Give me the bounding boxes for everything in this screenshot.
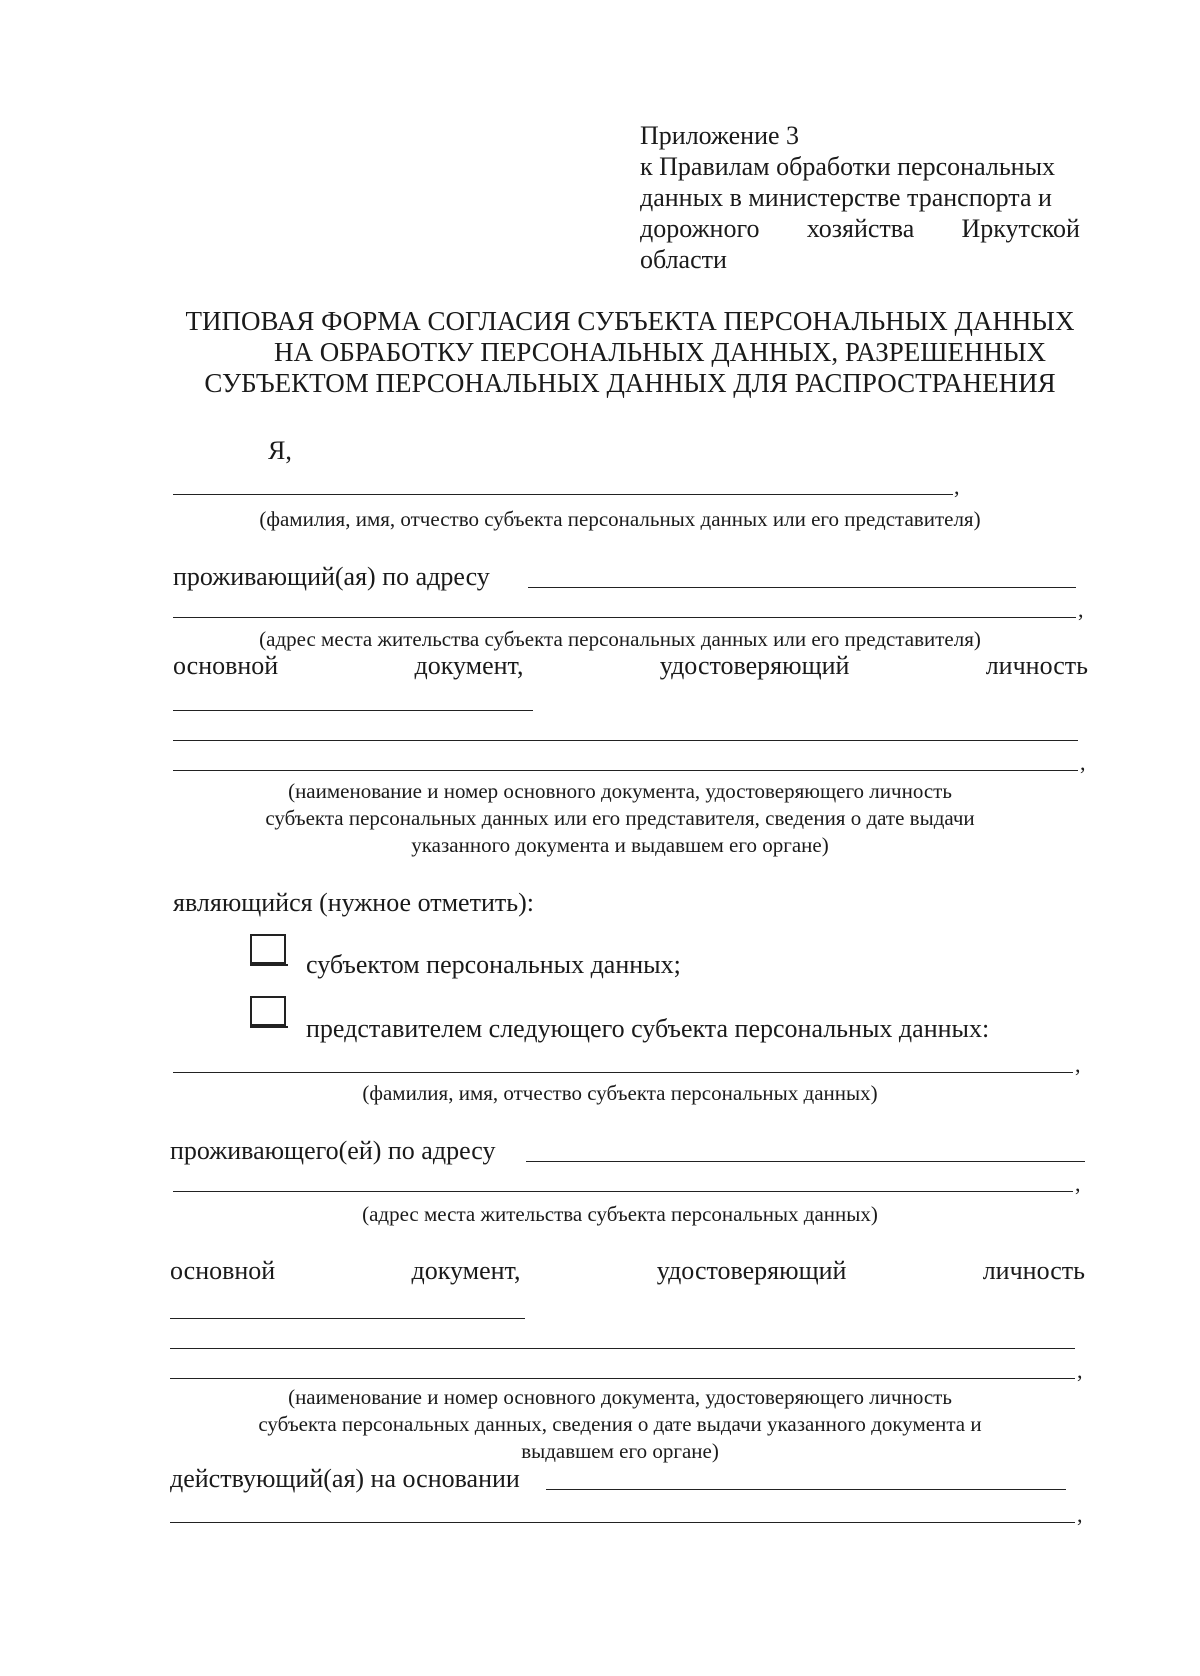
appendix-line-road [640, 213, 1080, 244]
id-doc-line [173, 651, 1088, 681]
appendix-line-region: области [640, 245, 727, 274]
caption-doc-line: указанного документа и выдавшем его органе) [411, 833, 829, 857]
address-comma: , [1078, 597, 1084, 622]
title-line: НА ОБРАБОТКУ ПЕРСОНАЛЬНЫХ ДАННЫХ, РАЗРЕШЕННЫХ [273, 337, 1047, 367]
address-field-2[interactable] [173, 617, 1076, 618]
appendix-line-rules: к Правилам обработки персональных [640, 152, 1056, 181]
subject-id-doc-field-2[interactable] [170, 1348, 1075, 1349]
id-doc-word: основной [170, 1256, 276, 1285]
caption-doc-line: (наименование и номер основного документа, удостоверяющего личность [288, 1385, 952, 1409]
caption-doc-line: выдавшем его органе) [521, 1439, 719, 1463]
caption-subject-address: (адрес места жительства субъекта персональных данных) [362, 1202, 878, 1226]
being-label: являющийся (нужное отметить): [173, 888, 534, 917]
subject-checkbox[interactable] [250, 934, 286, 964]
caption-subject-doc [170, 1384, 1070, 1465]
acting-label: действующий(ая) на основании [170, 1464, 520, 1493]
appendix-word: хозяйства [806, 214, 915, 243]
subject-id-doc-field-3[interactable] [170, 1378, 1075, 1379]
appendix-number: Приложение 3 [640, 121, 800, 150]
representative-checkbox[interactable] [250, 996, 286, 1026]
subject-fio-comma: , [1075, 1052, 1081, 1077]
document-title [150, 306, 1110, 399]
id-doc-field-3[interactable] [173, 770, 1078, 771]
subject-address-field-2[interactable] [173, 1191, 1073, 1192]
title-line: ТИПОВАЯ ФОРМА СОГЛАСИЯ СУБЪЕКТА ПЕРСОНАЛЬНЫХ ДАННЫХ [185, 306, 1075, 336]
id-doc-word: документ, [414, 651, 524, 680]
ya-label: Я, [268, 436, 292, 465]
fio-field[interactable] [173, 494, 953, 495]
caption-subject-fio: (фамилия, имя, отчество субъекта персональных данных) [362, 1081, 878, 1105]
appendix-block [640, 120, 1080, 275]
title-line: СУБЪЕКТОМ ПЕРСОНАЛЬНЫХ ДАННЫХ ДЛЯ РАСПРОСТРАНЕНИЯ [204, 368, 1056, 398]
basis-field[interactable] [546, 1489, 1066, 1490]
appendix-word: дорожного [640, 214, 760, 243]
residing-subject-label: проживающего(ей) по адресу [170, 1136, 496, 1165]
fio-comma: , [954, 474, 960, 499]
id-doc-word: удостоверяющий [656, 1256, 847, 1285]
option-representative-label: представителем следующего субъекта персональных данных: [306, 1014, 990, 1043]
subject-id-doc-field[interactable] [170, 1318, 525, 1319]
id-doc-field[interactable] [173, 710, 533, 711]
id-doc-word: основной [173, 651, 279, 680]
id-doc-word: удостоверяющий [659, 651, 850, 680]
basis-comma: , [1077, 1502, 1083, 1527]
caption-doc-line: субъекта персональных данных или его представителя, сведения о дате выдачи [265, 806, 975, 830]
subject-address-field[interactable] [526, 1161, 1085, 1162]
caption-address: (адрес места жительства субъекта персональных данных или его представителя) [259, 627, 981, 651]
option-subject-label: субъектом персональных данных; [306, 950, 681, 979]
id-doc-comma: , [1080, 750, 1086, 775]
appendix-word: Иркутской [961, 214, 1080, 243]
id-doc-word: документ, [411, 1256, 521, 1285]
caption-doc [170, 778, 1070, 859]
appendix-line-ministry: данных в министерстве транспорта и [640, 183, 1052, 212]
residing-label: проживающий(ая) по адресу [173, 562, 490, 591]
subject-address-comma: , [1075, 1171, 1081, 1196]
id-doc-word: личность [985, 651, 1088, 680]
subject-fio-field[interactable] [173, 1072, 1073, 1073]
subject-id-doc-comma: , [1077, 1358, 1083, 1383]
id-doc-field-2[interactable] [173, 740, 1078, 741]
basis-field-2[interactable] [170, 1522, 1075, 1523]
caption-fio: (фамилия, имя, отчество субъекта персональных данных или его представителя) [259, 507, 981, 531]
id-doc-word: личность [982, 1256, 1085, 1285]
caption-doc-line: (наименование и номер основного документа, удостоверяющего личность [288, 779, 952, 803]
caption-doc-line: субъекта персональных данных, сведения о дате выдачи указанного документа и [258, 1412, 982, 1436]
id-doc-line-2 [170, 1256, 1085, 1286]
address-field[interactable] [528, 587, 1076, 588]
